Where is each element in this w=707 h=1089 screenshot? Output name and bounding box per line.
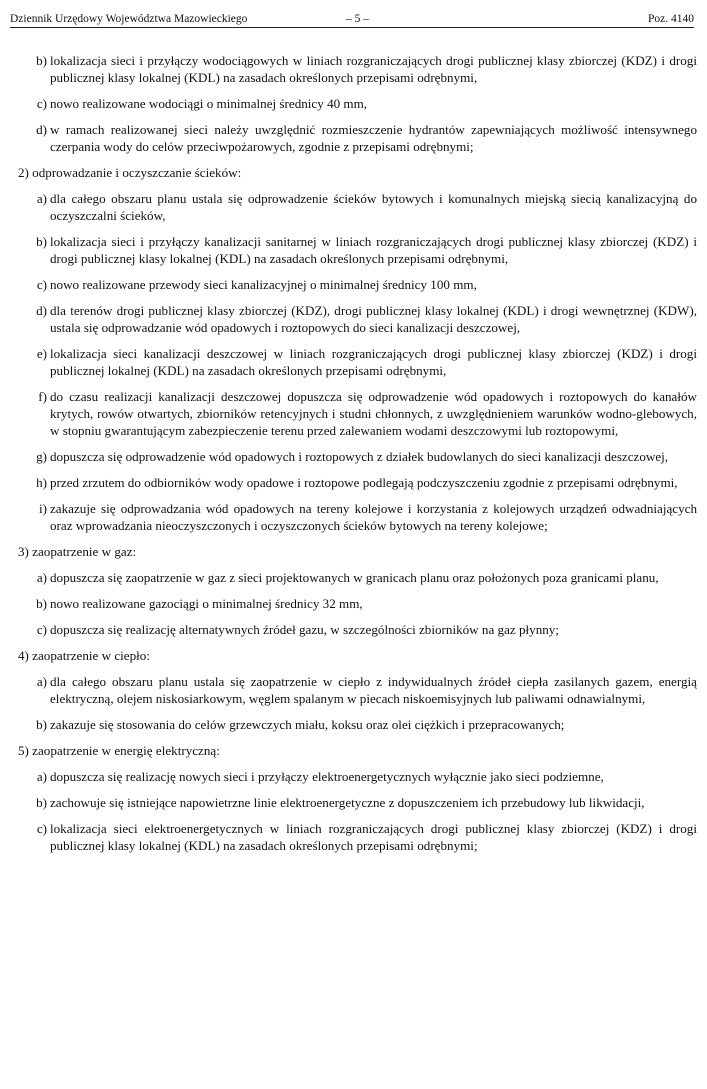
list-item [14,621,697,638]
item-text: dopuszcza się realizację nowych sieci i przyłączy elektroenergetycznych wyłącznie jako sieci podziemne, [50,769,604,784]
item-text: do czasu realizacji kanalizacji deszczowej dopuszcza się odprowadzenie wód opadowych i roztopowych do kanałów krytych, rowów otwartych, zbiorników retencyjnych i studni chłonnych, z uwzględnieniem warunków wodno-glebowych, w stopniu gwarantującym zabezpieczenie terenu przed zalewaniem wodami deszczowymi lub roztopowymi, [50,389,697,438]
item-marker: b) [36,795,47,810]
item-text: zakazuje się odprowadzania wód opadowych na tereny kolejowe i korzystania z kolejowych urządzeń odwadniających oraz wprowadzania nieoczyszczonych i oczyszczonych ścieków bytowych na tereny kolejowe; [50,501,697,533]
section-heading: 2) odprowadzanie i oczyszczanie ścieków: [18,165,242,180]
list-item [14,448,697,465]
item-text: nowo realizowane gazociągi o minimalnej średnicy 32 mm, [50,596,363,611]
item-marker: d) [36,303,47,318]
item-marker: c) [36,277,47,292]
item-text: dla całego obszaru planu ustala się odprowadzenie ścieków bytowych i komunalnych miejską siecią kanalizacyjną do oczyszczalni ścieków, [50,191,697,223]
section-electricity [14,742,697,854]
list-item [14,190,697,224]
item-marker: g) [36,449,47,464]
item-marker: f) [38,389,47,404]
item-marker: b) [36,717,47,732]
list-item [14,121,697,155]
page-header [10,10,694,28]
item-text: lokalizacja sieci i przyłączy wodociągowych w liniach rozgraniczających drogi publicznej klasy zbiorczej (KDZ) i drogi publicznej klasy lokalnej (KDL) na zasadach określonych przepisami odrębnymi, [50,53,697,85]
list-item [14,233,697,267]
section-heading: 3) zaopatrzenie w gaz: [18,544,137,559]
item-text: dopuszcza się zaopatrzenie w gaz z sieci projektowanych w granicach planu oraz położonych poza granicami planu, [50,570,659,585]
header-rule [10,27,694,28]
item-marker: a) [36,191,47,206]
position-number: Poz. 4140 [648,13,694,25]
item-text: dla terenów drogi publicznej klasy zbiorczej (KDZ), drogi publicznej klasy lokalnej (KDL) i drogi wewnętrznej (KDW), ustala się odprowadzanie wód opadowych i roztopowych do sieci kanalizacji deszczowej, [50,303,697,335]
item-marker: a) [36,570,47,585]
item-marker: d) [36,122,47,137]
item-marker: b) [36,596,47,611]
item-marker: b) [36,53,47,68]
item-text: nowo realizowane przewody sieci kanalizacyjnej o minimalnej średnicy 100 mm, [50,277,477,292]
item-marker: a) [36,674,47,689]
list-item [14,474,697,491]
item-marker: c) [36,96,47,111]
list-item [14,768,697,785]
list-item [14,569,697,586]
section-heat [14,647,697,733]
section-sewage [14,164,697,534]
item-marker: i) [39,501,47,516]
section-gas [14,543,697,638]
list-item [14,95,697,112]
list-item [14,52,697,86]
list-item [14,794,697,811]
item-marker: e) [36,346,47,361]
list-item [14,820,697,854]
list-item [14,302,697,336]
section-heading: 4) zaopatrzenie w ciepło: [18,648,150,663]
item-text: lokalizacja sieci elektroenergetycznych w liniach rozgraniczających drogi publicznej klasy zbiorczej (KDZ) i drogi publicznej klasy lokalnej (KDL) na zasadach określonych przepisami odrębnymi; [50,821,697,853]
list-item [14,595,697,612]
item-text: dopuszcza się odprowadzenie wód opadowych i roztopowych z działek budowlanych do sieci kanalizacji deszczowej, [50,449,669,464]
item-text: dopuszcza się realizację alternatywnych źródeł gazu, w szczególności zbiorników na gaz płynny; [50,622,559,637]
item-text: w ramach realizowanej sieci należy uwzględnić rozmieszczenie hydrantów zapewniających możliwość intensywnego czerpania wody do celów przeciwpożarowych, zgodnie z przepisami odrębnymi; [50,122,697,154]
page-number: – 5 – [346,13,369,25]
item-marker: c) [36,622,47,637]
item-marker: a) [36,769,47,784]
list-item [14,673,697,707]
list-item [14,716,697,733]
item-text: lokalizacja sieci i przyłączy kanalizacji sanitarnej w liniach rozgraniczających drogi publicznej klasy zbiorczej (KDZ) i drogi publicznej klasy lokalnej (KDL) na zasadach określonych przepisami odrębnymi, [50,234,697,266]
journal-title: Dziennik Urzędowy Województwa Mazowieckiego [10,13,248,25]
list-item [14,276,697,293]
item-text: przed zrzutem do odbiorników wody opadowe i roztopowe podlegają podczyszczeniu zgodnie z przepisami odrębnymi, [50,475,678,490]
list-item [14,500,697,534]
item-marker: b) [36,234,47,249]
list-item [14,388,697,439]
item-marker: h) [36,475,47,490]
intro-list [14,52,697,155]
item-text: lokalizacja sieci kanalizacji deszczowej w liniach rozgraniczających drogi publicznej klasy zbiorczej (KDZ) i drogi publicznej lokalnej (KDL) na zasadach określonych przepisami odrębnymi, [50,346,697,378]
item-text: zachowuje się istniejące napowietrzne linie elektroenergetyczne z dopuszczeniem ich przebudowy lub likwidacji, [50,795,645,810]
list-item [14,345,697,379]
item-marker: c) [36,821,47,836]
document-body [14,52,697,863]
item-text: zakazuje się stosowania do celów grzewczych miału, koksu oraz olei ciężkich i przepracowanych; [50,717,565,732]
item-text: nowo realizowane wodociągi o minimalnej średnicy 40 mm, [50,96,368,111]
section-heading: 5) zaopatrzenie w energię elektryczną: [18,743,220,758]
item-text: dla całego obszaru planu ustala się zaopatrzenie w ciepło z indywidualnych źródeł ciepła zasilanych gazem, energią elektryczną, olejem niskosiarkowym, węglem spalanym w piecach niskoemisyjnych lub paliwami odnawialnymi, [50,674,697,706]
